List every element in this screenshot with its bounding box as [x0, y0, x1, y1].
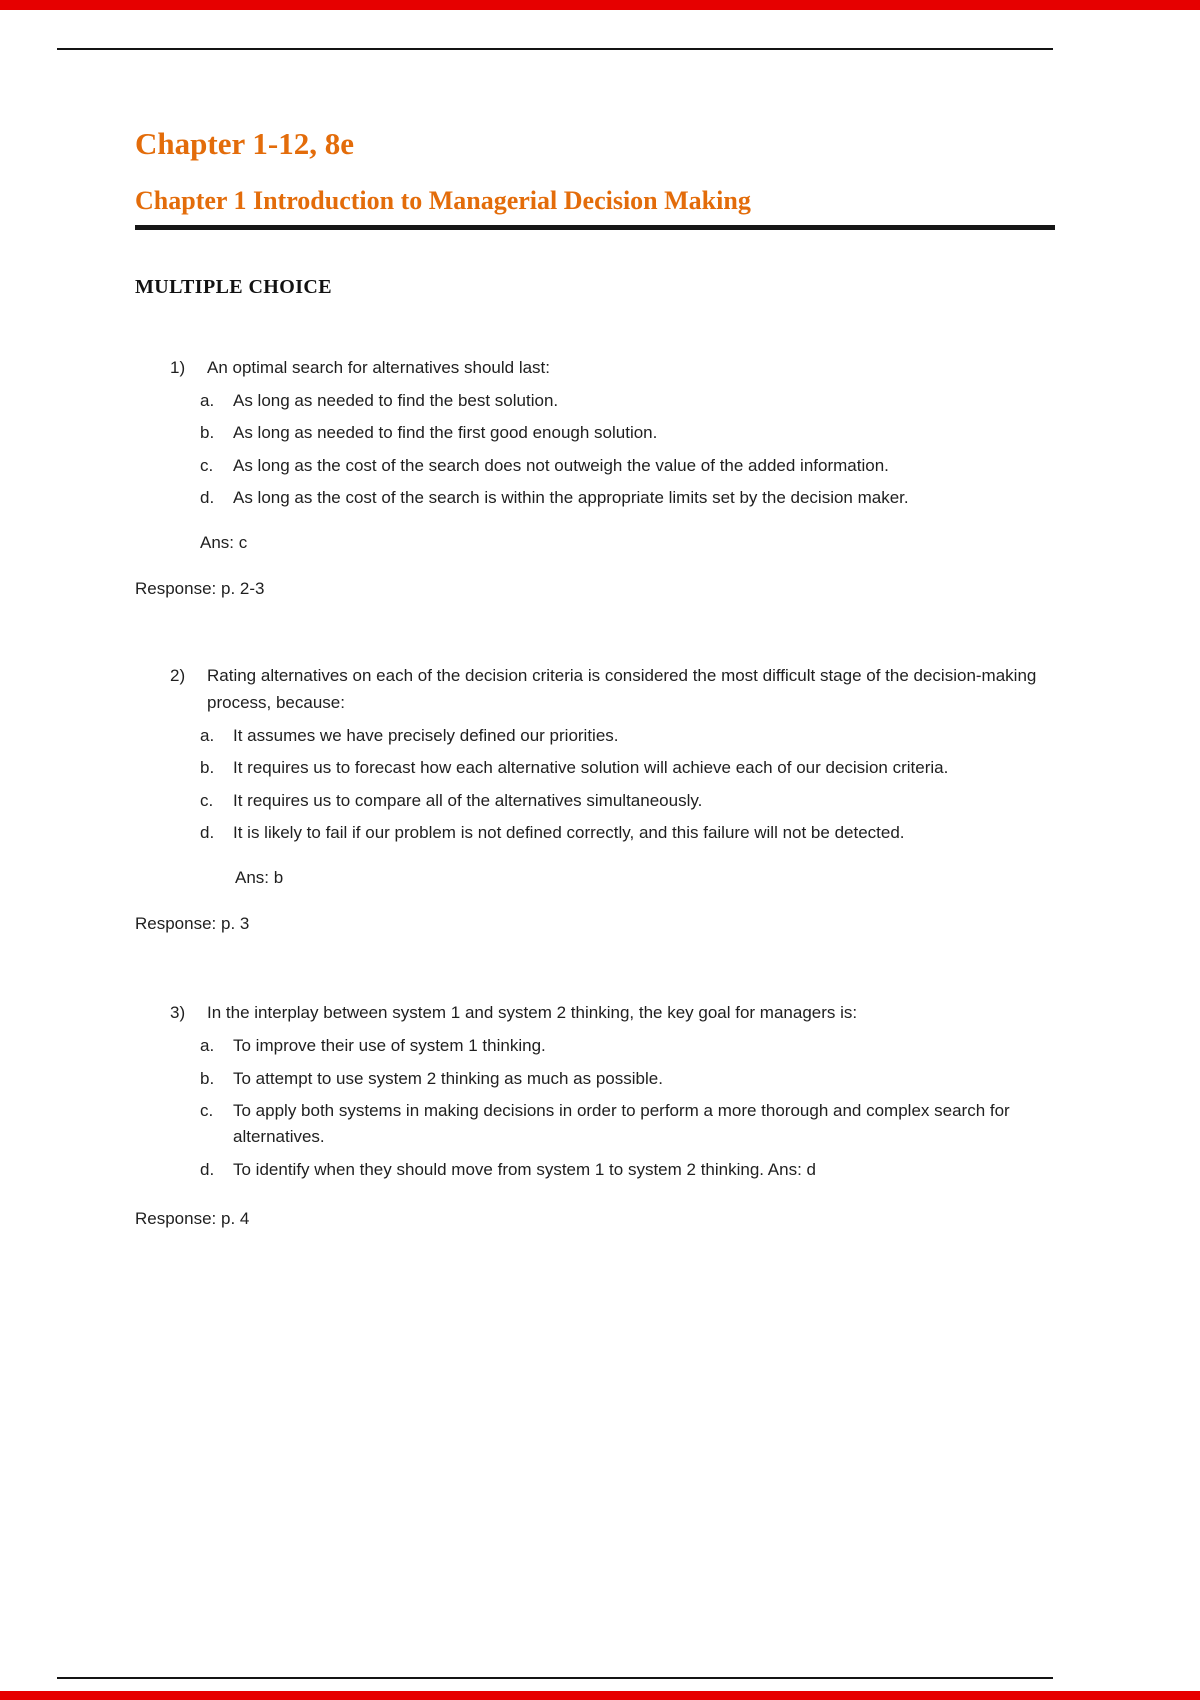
bottom-red-bar: [0, 1691, 1200, 1700]
bottom-divider-line: [57, 1677, 1053, 1679]
option-row: [200, 788, 1055, 814]
option-text: To identify when they should move from system 1 to system 2 thinking. Ans: d: [233, 1159, 816, 1179]
question-block: [135, 355, 1055, 553]
response-line: Response: p. 3: [135, 914, 250, 934]
page-title: Chapter 1-12, 8e: [135, 126, 354, 161]
option-text: It requires us to compare all of the alternatives simultaneously.: [233, 790, 703, 810]
option-text: As long as needed to find the first good enough solution.: [233, 423, 658, 443]
option-row: [200, 820, 1055, 846]
question-heading: [170, 355, 1055, 382]
option-row: [200, 420, 1055, 446]
option-letter: b.: [200, 423, 215, 443]
option-text: To apply both systems in making decisions in order to perform a more thorough and complex search for alternatives.: [233, 1100, 1010, 1147]
option-text: It requires us to forecast how each alternative solution will achieve each of our decision criteria.: [233, 758, 949, 778]
option-letter: b.: [200, 758, 215, 778]
option-row: [200, 755, 1055, 781]
option-letter: b.: [200, 1068, 215, 1088]
document-page: [135, 0, 1055, 1229]
response-line: Response: p. 4: [135, 1208, 250, 1228]
option-letter: d.: [200, 487, 215, 507]
option-text: It assumes we have precisely defined our priorities.: [233, 725, 619, 745]
question-text: Rating alternatives on each of the decision criteria is considered the most difficult stage of the decision-making process, because:: [207, 666, 1037, 713]
option-letter: a.: [200, 390, 215, 410]
option-text: As long as the cost of the search does not outweigh the value of the added information.: [233, 455, 889, 475]
option-row: [200, 388, 1055, 414]
option-text: As long as the cost of the search is within the appropriate limits set by the decision maker.: [233, 487, 909, 507]
option-letter: c.: [200, 455, 214, 475]
option-row: [200, 485, 1055, 511]
answer-line: Ans: c: [200, 533, 248, 553]
answer-line: Ans: b: [235, 868, 284, 888]
option-letter: a.: [200, 725, 215, 745]
option-letter: c.: [200, 1100, 214, 1120]
option-letter: d.: [200, 1159, 215, 1179]
question-text: In the interplay between system 1 and system 2 thinking, the key goal for managers is:: [207, 1003, 858, 1023]
question-number: 3): [170, 1003, 186, 1023]
option-text: To improve their use of system 1 thinking.: [233, 1036, 546, 1056]
question-number: 1): [170, 358, 186, 377]
option-letter: a.: [200, 1036, 215, 1056]
option-row: [200, 1098, 1055, 1151]
option-text: As long as needed to find the best solution.: [233, 390, 559, 410]
section-heading: MULTIPLE CHOICE: [135, 276, 332, 298]
response-line: Response: p. 2-3: [135, 579, 265, 599]
option-row: [200, 1066, 1055, 1092]
option-text: It is likely to fail if our problem is not defined correctly, and this failure will not be detected.: [233, 822, 905, 842]
question-heading: [170, 1000, 1055, 1027]
option-text: To attempt to use system 2 thinking as much as possible.: [233, 1068, 663, 1088]
option-row: [200, 1157, 1055, 1183]
question-heading: [170, 663, 1055, 717]
question-block: [135, 1000, 1055, 1183]
option-letter: c.: [200, 790, 214, 810]
option-row: [200, 723, 1055, 749]
option-letter: d.: [200, 822, 215, 842]
question-text: An optimal search for alternatives should last:: [207, 358, 551, 377]
option-row: [200, 1033, 1055, 1059]
question-number: 2): [170, 666, 186, 686]
option-row: [200, 453, 1055, 479]
page-subtitle: Chapter 1 Introduction to Managerial Decision Making: [135, 186, 1055, 230]
question-block: [135, 663, 1055, 888]
